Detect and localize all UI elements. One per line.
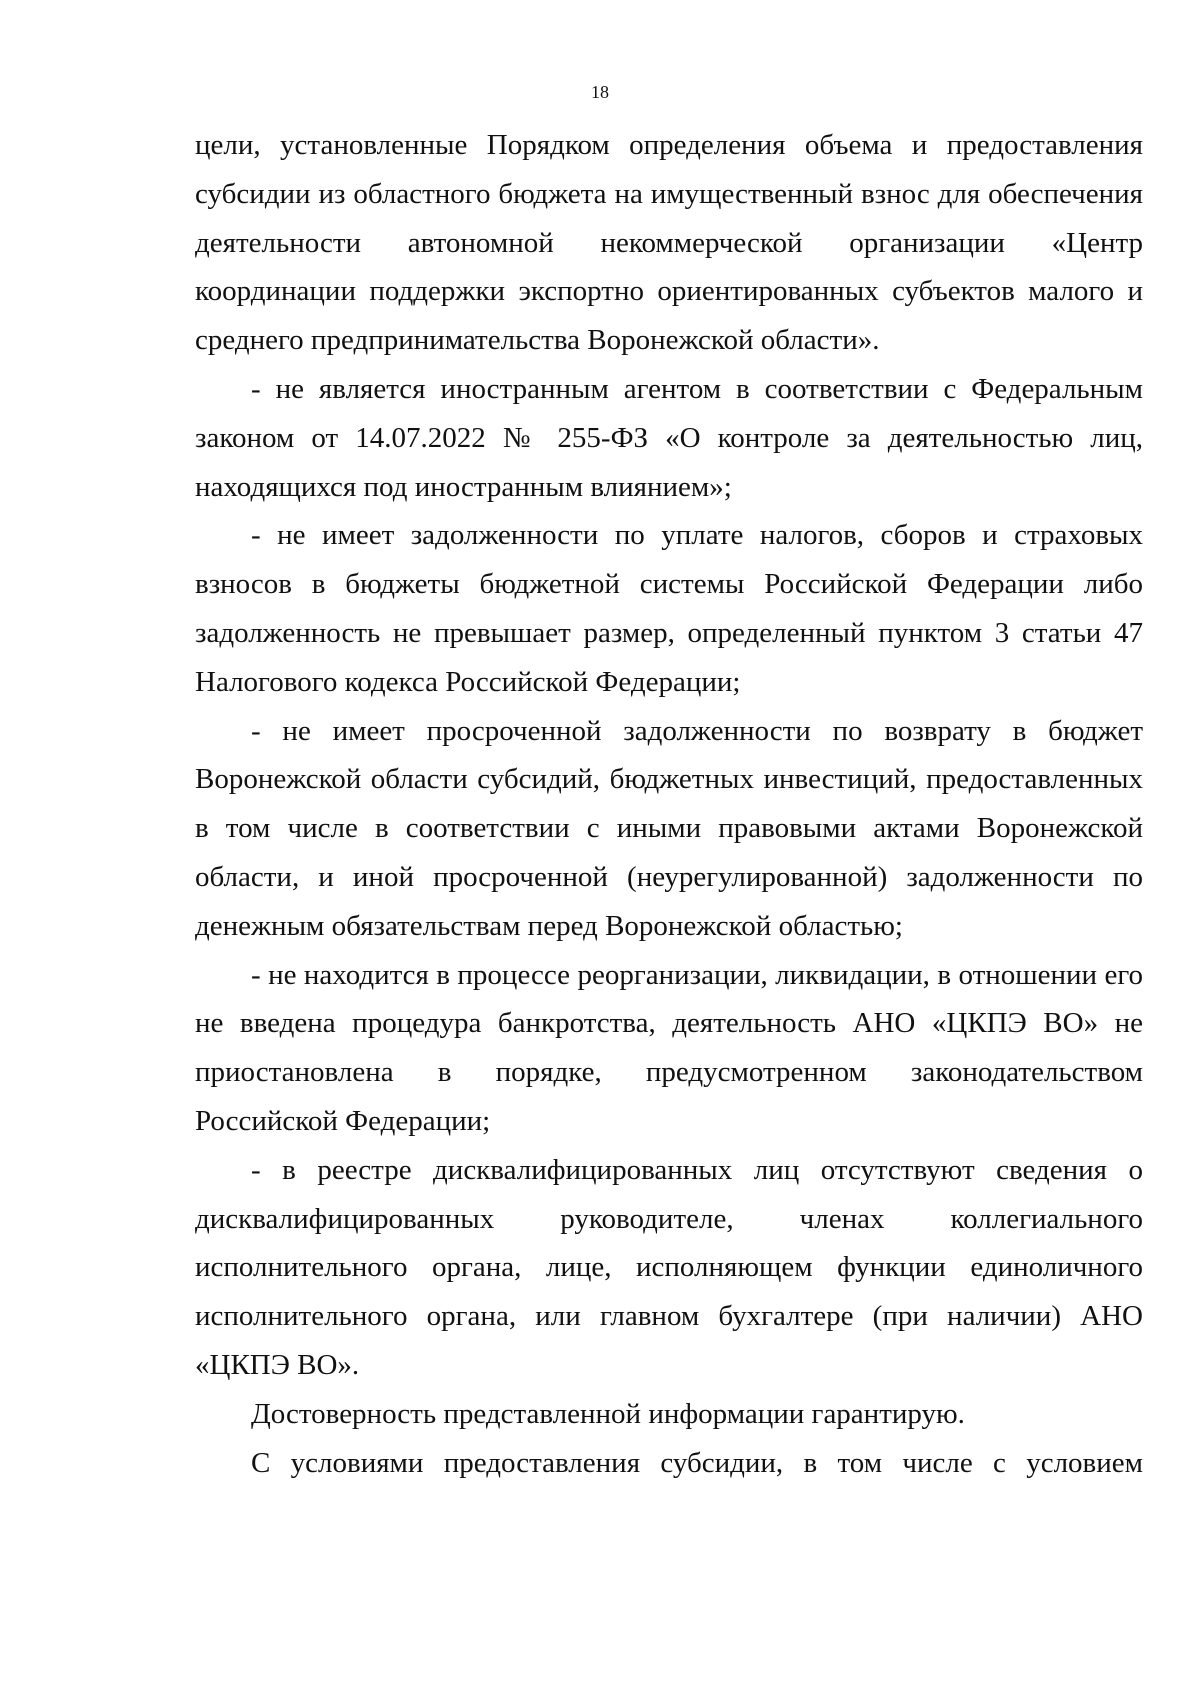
page-number: 18: [591, 82, 609, 102]
paragraph-reorganization: - не находится в процессе реорганизации, ликвидации, в отношении его не введена процедура банкротства, деятельность АНО «ЦКПЭ ВО» не приостановлена в порядке, предусмотренном законодательством Российской Федерации;: [195, 958, 1143, 1137]
paragraph-disqualified-persons: - в реестре дисквалифицированных лиц отсутствуют сведения о дисквалифицированных руководителе, членах коллегиального исполнительного органа, лице, исполняющем функции единоличного исполнительного органа, или главном бухгалтере (при наличии) АНО «ЦКПЭ ВО».: [195, 1153, 1143, 1381]
paragraph-information-guarantee: Достоверность представленной информации гарантирую.: [251, 1397, 965, 1430]
paragraph-subsidy-conditions: С условиями предоставления субсидии, в том числе с условием: [251, 1446, 1143, 1479]
paragraph-overdue-debt: - не имеет просроченной задолженности по возврату в бюджет Воронежской области субсидий, бюджетных инвестиций, предоставленных в том числе в соответствии с иными правовыми актами Воронежской области, и иной просроченной (неурегулированной) задолженности по денежным обязательствам перед Воронежской областью;: [195, 714, 1143, 942]
paragraph-purpose-continuation: цели, установленные Порядком определения объема и предоставления субсидии из областного бюджета на имущественный взнос для обеспечения деятельности автономной некоммерческой организации «Центр координации поддержки экспортно ориентированных субъектов малого и среднего предпринимательства Воронежской области».: [195, 129, 1143, 357]
paragraph-tax-debt: - не имеет задолженности по уплате налогов, сборов и страховых взносов в бюджеты бюджетной системы Российской Федерации либо задолженность не превышает размер, определенный пунктом 3 статьи 47 Налогового кодекса Российской Федерации;: [195, 519, 1143, 698]
document-body: [195, 121, 1143, 1487]
paragraph-foreign-agent: - не является иностранным агентом в соответствии с Федеральным законом от 14.07.2022 № 255-ФЗ «О контроле за деятельностью лиц, находящихся под иностранным влиянием»;: [195, 372, 1143, 503]
